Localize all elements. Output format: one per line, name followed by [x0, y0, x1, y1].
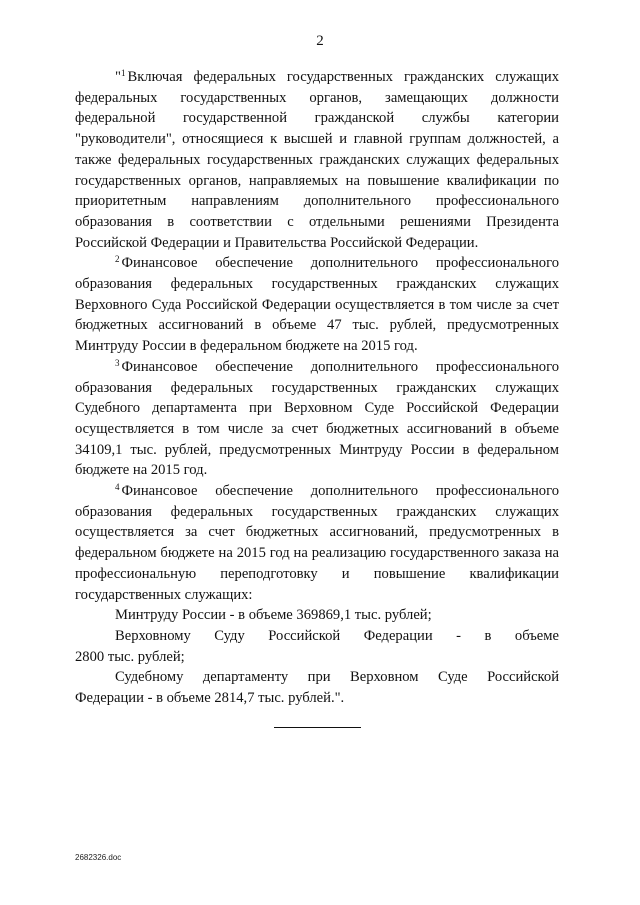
footnote-1-text: Включая федеральных государственных гражданских служащих федеральных государственных органов, замещающих должности федеральной государственной гражданской службы категории "руководители", относящиеся к высшей и главной группам должностей, а также федеральных государственных гражданских служащих федеральных государственных органов, направляемых на повышение квалификации по приоритетным направлениям дополнительного профессионального образования в соответствии с отдельными решениями Президента Российской Федерации и Правительства Российской Федерации. [75, 69, 559, 251]
allocation-supreme-court-line-2: 2800 тыс. рублей; [75, 648, 185, 665]
footnote-2-paragraph [75, 253, 559, 357]
document-body [75, 67, 559, 709]
page-number: 2 [316, 33, 324, 49]
document-code: 2682326.doc [75, 853, 122, 862]
footnote-3-paragraph [75, 357, 559, 481]
footnote-1-marker: 1 [120, 68, 126, 78]
allocation-judicial-department-line-1: Судебному департаменту при Верховном Суде Российской [115, 669, 559, 686]
opening-quote: " [115, 69, 121, 85]
footnote-3-text: Финансовое обеспечение дополнительного профессионального образования федеральных государственных гражданских служащих Судебного департамента при Верховном Суде Российской Федерации осуществляется в том числе за счет бюджетных ассигнований в объеме 34109,1 тыс. рублей, предусмотренных Минтруду России в федеральном бюджете на 2015 год. [75, 358, 559, 479]
footnote-4-marker: 4 [115, 482, 120, 493]
footnote-3-marker: 3 [115, 357, 120, 368]
footnote-2-marker: 2 [115, 254, 120, 265]
footnote-2-text: Финансовое обеспечение дополнительного профессионального образования федеральных государственных гражданских служащих Верховного Суда Российской Федерации осуществляется в том числе за счет бюджетных ассигнований в объеме 47 тыс. рублей, предусмотренных Минтруду России в федеральном бюджете на 2015 год. [75, 255, 559, 355]
allocation-supreme-court [75, 626, 559, 667]
footnote-1-paragraph [75, 67, 559, 253]
footnote-4-text: Финансовое обеспечение дополнительного профессионального образования федеральных государственных гражданских служащих осуществляется за счет бюджетных ассигнований, предусмотренных в федеральном бюджете на 2015 год на реализацию государственного заказа на профессиональную переподготовку и повышение квалификации государственных служащих: [75, 483, 559, 603]
allocation-judicial-department [75, 667, 559, 708]
allocation-mintrud: Минтруду России - в объеме 369869,1 тыс. рублей; [115, 607, 432, 624]
footnote-4-paragraph [75, 481, 559, 605]
end-divider [274, 727, 361, 728]
allocation-judicial-department-line-2: Федерации - в объеме 2814,7 тыс. рублей.". [75, 690, 345, 707]
allocation-supreme-court-line-1: Верховному Суду Российской Федерации - в объеме [115, 627, 559, 644]
